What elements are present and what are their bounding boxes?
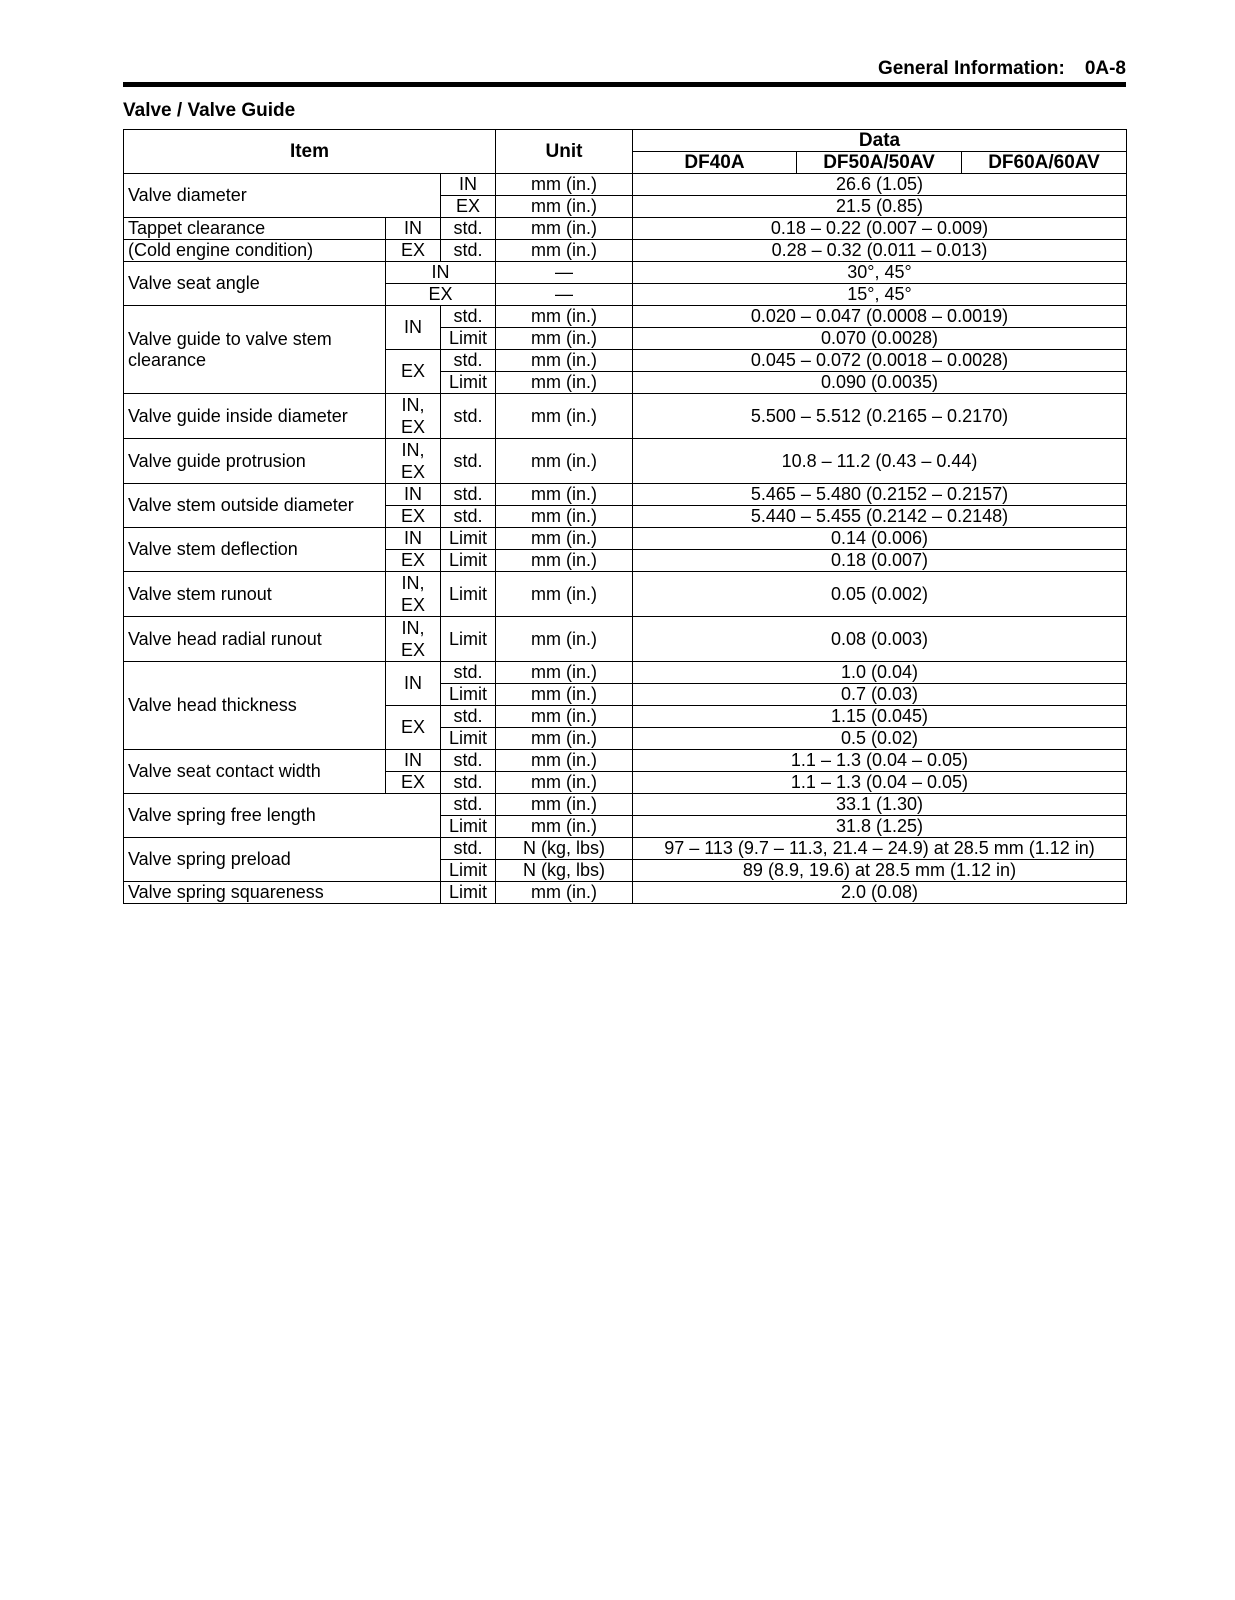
cell-unit: mm (in.) — [496, 328, 633, 350]
cell-value: 5.440 – 5.455 (0.2142 – 0.2148) — [633, 506, 1127, 528]
item-label: Valve head radial runout — [124, 617, 386, 662]
cell-std: std. — [441, 706, 496, 728]
cell-limit: Limit — [441, 882, 496, 904]
cell-unit: mm (in.) — [496, 372, 633, 394]
table-header-row — [124, 130, 1127, 152]
cell-ex: EX — [386, 350, 441, 394]
cell-unit: mm (in.) — [496, 662, 633, 684]
table-row — [124, 617, 1127, 662]
page-number: 0A-8 — [1084, 58, 1126, 79]
cell-in-ex — [386, 394, 441, 439]
cell-value: 31.8 (1.25) — [633, 816, 1127, 838]
cell-in-text: IN, — [401, 395, 425, 415]
cell-unit: mm (in.) — [496, 196, 633, 218]
cell-limit: Limit — [441, 372, 496, 394]
cell-std: std. — [441, 484, 496, 506]
item-label: Valve stem outside diameter — [124, 484, 386, 528]
header-data: Data — [633, 130, 1127, 152]
cell-unit: mm (in.) — [496, 617, 633, 662]
cell-ex: EX — [441, 196, 496, 218]
cell-value: 0.18 (0.007) — [633, 550, 1127, 572]
cell-limit: Limit — [441, 728, 496, 750]
item-label: Valve guide to valve stem clearance — [124, 306, 386, 394]
cell-unit: mm (in.) — [496, 572, 633, 617]
table-row — [124, 484, 1127, 506]
cell-value: 5.500 – 5.512 (0.2165 – 0.2170) — [633, 394, 1127, 439]
item-label: Valve guide protrusion — [124, 439, 386, 484]
cell-value: 26.6 (1.05) — [633, 174, 1127, 196]
cell-value: 0.08 (0.003) — [633, 617, 1127, 662]
item-label: Valve head thickness — [124, 662, 386, 750]
cell-value: 21.5 (0.85) — [633, 196, 1127, 218]
cell-unit: mm (in.) — [496, 728, 633, 750]
cell-in: IN — [386, 484, 441, 506]
cell-value: 1.1 – 1.3 (0.04 – 0.05) — [633, 750, 1127, 772]
cell-unit: mm (in.) — [496, 528, 633, 550]
cell-value: 2.0 (0.08) — [633, 882, 1127, 904]
cell-unit: mm (in.) — [496, 350, 633, 372]
cell-limit: Limit — [441, 816, 496, 838]
cell-unit: mm (in.) — [496, 484, 633, 506]
item-label: Valve spring preload — [124, 838, 441, 882]
cell-ex: EX — [386, 550, 441, 572]
cell-limit: Limit — [441, 328, 496, 350]
cell-value: 10.8 – 11.2 (0.43 – 0.44) — [633, 439, 1127, 484]
cell-unit: N (kg, lbs) — [496, 838, 633, 860]
cell-std: std. — [441, 306, 496, 328]
cell-std: std. — [441, 772, 496, 794]
cell-unit: mm (in.) — [496, 306, 633, 328]
cell-in: IN — [386, 262, 496, 284]
cell-in: IN — [386, 218, 441, 240]
cell-in: IN — [386, 528, 441, 550]
cell-limit: Limit — [441, 550, 496, 572]
cell-unit: mm (in.) — [496, 394, 633, 439]
cell-ex: EX — [386, 706, 441, 750]
table-row — [124, 218, 1127, 240]
cell-value: 0.5 (0.02) — [633, 728, 1127, 750]
cell-limit: Limit — [441, 860, 496, 882]
cell-std: std. — [441, 794, 496, 816]
cell-ex-text: EX — [400, 417, 425, 437]
cell-value: 1.0 (0.04) — [633, 662, 1127, 684]
item-label: Valve seat contact width — [124, 750, 386, 794]
cell-limit: Limit — [441, 684, 496, 706]
cell-in-text: IN, — [401, 440, 425, 460]
item-label: Valve spring squareness — [124, 882, 441, 904]
cell-in-ex — [386, 617, 441, 662]
table-row — [124, 750, 1127, 772]
cell-value: 0.05 (0.002) — [633, 572, 1127, 617]
header-item: Item — [124, 130, 496, 174]
cell-value: 0.045 – 0.072 (0.0018 – 0.0028) — [633, 350, 1127, 372]
cell-std: std. — [441, 350, 496, 372]
cell-std: std. — [441, 240, 496, 262]
cell-std: std. — [441, 750, 496, 772]
cell-value: 30°, 45° — [633, 262, 1127, 284]
cell-value: 0.28 – 0.32 (0.011 – 0.013) — [633, 240, 1127, 262]
cell-unit: — — [496, 284, 633, 306]
item-label: Tappet clearance — [124, 218, 386, 240]
cell-value: 5.465 – 5.480 (0.2152 – 0.2157) — [633, 484, 1127, 506]
cell-unit: N (kg, lbs) — [496, 860, 633, 882]
page-header — [123, 56, 1126, 82]
table-row — [124, 174, 1127, 196]
cell-std: std. — [441, 662, 496, 684]
cell-in-text: IN, — [401, 573, 425, 593]
item-label: Valve stem runout — [124, 572, 386, 617]
item-label: Valve diameter — [124, 174, 441, 218]
cell-unit: mm (in.) — [496, 506, 633, 528]
cell-unit: mm (in.) — [496, 816, 633, 838]
cell-limit: Limit — [441, 572, 496, 617]
cell-value: 1.1 – 1.3 (0.04 – 0.05) — [633, 772, 1127, 794]
cell-unit: mm (in.) — [496, 550, 633, 572]
cell-in: IN — [386, 662, 441, 706]
cell-in-ex — [386, 572, 441, 617]
header-model: DF50A/50AV — [797, 152, 962, 174]
cell-value: 97 – 113 (9.7 – 11.3, 21.4 – 24.9) at 28.5 mm (1.12 in) — [633, 838, 1127, 860]
cell-in-ex — [386, 439, 441, 484]
item-label: Valve seat angle — [124, 262, 386, 306]
cell-ex-text: EX — [400, 462, 425, 482]
section-name: General Information: — [877, 58, 1065, 79]
cell-unit: mm (in.) — [496, 684, 633, 706]
cell-ex-text: EX — [400, 595, 425, 615]
item-label-sub: (Cold engine condition) — [124, 240, 386, 262]
cell-value: 89 (8.9, 19.6) at 28.5 mm (1.12 in) — [633, 860, 1127, 882]
table-row — [124, 394, 1127, 439]
cell-unit: mm (in.) — [496, 174, 633, 196]
cell-unit: mm (in.) — [496, 772, 633, 794]
cell-ex: EX — [386, 240, 441, 262]
cell-std: std. — [441, 506, 496, 528]
cell-in-text: IN, — [401, 618, 425, 638]
cell-unit: mm (in.) — [496, 794, 633, 816]
cell-std: std. — [441, 218, 496, 240]
cell-std: std. — [441, 394, 496, 439]
cell-value: 0.070 (0.0028) — [633, 328, 1127, 350]
cell-in: IN — [386, 306, 441, 350]
cell-value: 0.7 (0.03) — [633, 684, 1127, 706]
cell-unit: — — [496, 262, 633, 284]
table-row — [124, 262, 1127, 284]
valve-spec-table — [123, 129, 1127, 904]
cell-value: 0.020 – 0.047 (0.0008 – 0.0019) — [633, 306, 1127, 328]
table-row — [124, 240, 1127, 262]
header-rule — [123, 82, 1126, 87]
cell-in: IN — [441, 174, 496, 196]
cell-unit: mm (in.) — [496, 882, 633, 904]
cell-limit: Limit — [441, 617, 496, 662]
table-row — [124, 662, 1127, 684]
cell-value: 0.14 (0.006) — [633, 528, 1127, 550]
header-unit: Unit — [496, 130, 633, 174]
cell-unit: mm (in.) — [496, 706, 633, 728]
header-model: DF60A/60AV — [962, 152, 1127, 174]
table-row — [124, 572, 1127, 617]
cell-ex: EX — [386, 772, 441, 794]
cell-value: 33.1 (1.30) — [633, 794, 1127, 816]
table-row — [124, 528, 1127, 550]
table-row — [124, 439, 1127, 484]
table-row — [124, 838, 1127, 860]
item-label: Valve spring free length — [124, 794, 441, 838]
cell-std: std. — [441, 439, 496, 484]
header-model: DF40A — [633, 152, 797, 174]
table-row — [124, 794, 1127, 816]
cell-unit: mm (in.) — [496, 750, 633, 772]
cell-ex: EX — [386, 506, 441, 528]
cell-value: 0.090 (0.0035) — [633, 372, 1127, 394]
table-row — [124, 882, 1127, 904]
cell-ex: EX — [386, 284, 496, 306]
cell-ex-text: EX — [400, 640, 425, 660]
cell-std: std. — [441, 838, 496, 860]
cell-value: 0.18 – 0.22 (0.007 – 0.009) — [633, 218, 1127, 240]
cell-unit: mm (in.) — [496, 439, 633, 484]
table-row — [124, 306, 1127, 328]
cell-limit: Limit — [441, 528, 496, 550]
cell-value: 1.15 (0.045) — [633, 706, 1127, 728]
cell-unit: mm (in.) — [496, 218, 633, 240]
cell-in: IN — [386, 750, 441, 772]
item-label: Valve stem deflection — [124, 528, 386, 572]
section-title: Valve / Valve Guide — [123, 100, 296, 121]
cell-unit: mm (in.) — [496, 240, 633, 262]
item-label: Valve guide inside diameter — [124, 394, 386, 439]
cell-value: 15°, 45° — [633, 284, 1127, 306]
